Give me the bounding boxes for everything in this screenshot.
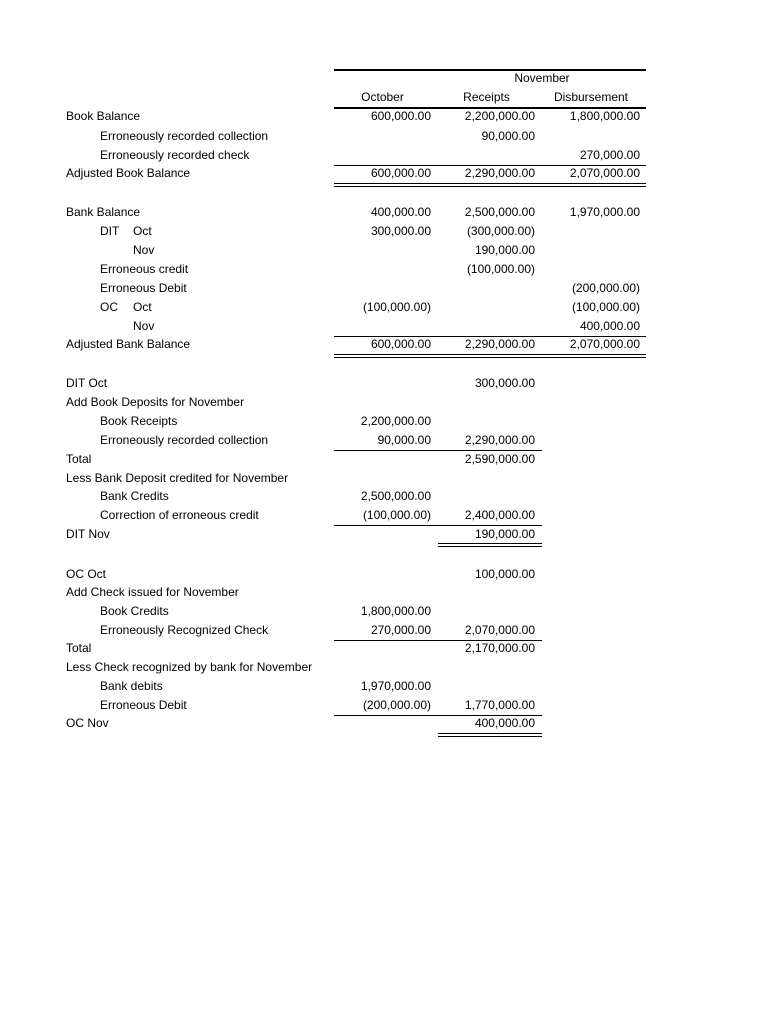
row-sublabel: Nov: [133, 243, 155, 257]
row-label: Erroneous credit: [100, 262, 189, 276]
row-label: Total: [66, 452, 92, 466]
disbursement-value: 2,070,000.00: [569, 166, 640, 180]
oc-add-check-row: [0, 583, 768, 602]
header-row-november: [0, 69, 768, 88]
adjusted-bank-balance-row: [0, 335, 768, 354]
dit-total-row: [0, 450, 768, 469]
row-label: DIT Oct: [66, 376, 108, 390]
october-value: 90,000.00: [377, 433, 431, 447]
disbursement-value: (200,000.00): [571, 281, 640, 295]
row-label: OC: [100, 300, 118, 314]
october-value: 300,000.00: [370, 224, 431, 238]
oc-book-credits-row: [0, 602, 768, 621]
dit-book-receipts-row: [0, 412, 768, 431]
october-value: 270,000.00: [370, 623, 431, 637]
receipts-value: 2,200,000.00: [464, 109, 535, 123]
bank-adjusted-double-rule-1: [334, 354, 646, 355]
bank-adjusted-double-rule-2: [334, 357, 646, 358]
october-value: 1,970,000.00: [360, 679, 431, 693]
oc-oct-row: [0, 565, 768, 584]
row-sublabel: Oct: [133, 224, 152, 238]
row-sublabel: Oct: [133, 300, 152, 314]
row-label: Erroneously recorded check: [100, 148, 250, 162]
row-label: Erroneously recorded collection: [100, 129, 269, 143]
receipts-value: 400,000.00: [474, 716, 535, 730]
book-balance-row: [0, 107, 768, 126]
row-label: Book Credits: [100, 604, 169, 618]
oc-err-debit-row: [0, 696, 768, 715]
receipts-value: (300,000.00): [466, 224, 535, 238]
row-label: Book Balance: [66, 109, 141, 123]
receipts-value: 2,400,000.00: [464, 508, 535, 522]
header-receipts: Receipts: [463, 90, 510, 104]
disbursement-value: 270,000.00: [579, 148, 640, 162]
row-label: Adjusted Book Balance: [66, 166, 191, 180]
row-label: Add Check issued for November: [66, 585, 239, 599]
header-row-columns: [0, 88, 768, 107]
dit-less-bank-row: [0, 469, 768, 488]
bank-oc-nov-row: [0, 317, 768, 336]
row-label: Erroneous Debit: [100, 698, 187, 712]
receipts-value: 100,000.00: [474, 567, 535, 581]
october-value: (200,000.00): [362, 698, 431, 712]
bank-dit-oct-row: [0, 222, 768, 241]
row-label: Book Receipts: [100, 414, 178, 428]
october-value: 1,800,000.00: [360, 604, 431, 618]
header-october: October: [361, 90, 404, 104]
disbursement-value: 1,800,000.00: [569, 109, 640, 123]
row-label: Less Check recognized by bank for November: [66, 660, 313, 674]
october-value: (100,000.00): [362, 508, 431, 522]
disbursement-value: 1,970,000.00: [569, 205, 640, 219]
book-err-collection-row: [0, 127, 768, 146]
receipts-value: 2,290,000.00: [464, 433, 535, 447]
dit-oct-row: [0, 374, 768, 393]
dit-correction-row: [0, 506, 768, 525]
disbursement-value: (100,000.00): [571, 300, 640, 314]
row-label: Correction of erroneous credit: [100, 508, 259, 522]
october-value: 2,200,000.00: [360, 414, 431, 428]
dit-err-collection-row: [0, 431, 768, 450]
row-label: Erroneous Debit: [100, 281, 187, 295]
adjusted-book-balance-row: [0, 164, 768, 183]
dit-nov-row: [0, 525, 768, 544]
oc-bank-debits-row: [0, 677, 768, 696]
bank-balance-row: [0, 203, 768, 222]
receipts-value: 2,170,000.00: [464, 641, 535, 655]
bank-dit-nov-row: [0, 241, 768, 260]
row-label: DIT: [100, 224, 120, 238]
october-value: 400,000.00: [370, 205, 431, 219]
receipts-value: 2,290,000.00: [464, 166, 535, 180]
receipts-value: 300,000.00: [474, 376, 535, 390]
row-label: Total: [66, 641, 92, 655]
dit-bank-credits-row: [0, 487, 768, 506]
receipts-value: 2,500,000.00: [464, 205, 535, 219]
disbursement-value: 2,070,000.00: [569, 337, 640, 351]
bank-oc-oct-row: [0, 298, 768, 317]
row-label: Add Book Deposits for November: [66, 395, 245, 409]
row-label: Erroneously Recognized Check: [100, 623, 269, 637]
row-sublabel: Nov: [133, 319, 155, 333]
dit-nov-double-rule-2: [438, 546, 542, 547]
receipts-value: 190,000.00: [474, 243, 535, 257]
receipts-value: (100,000.00): [466, 262, 535, 276]
bank-err-debit-row: [0, 279, 768, 298]
receipts-value: 2,290,000.00: [464, 337, 535, 351]
row-label: Less Bank Deposit credited for November: [66, 471, 289, 485]
header-disbursement: Disbursement: [553, 90, 629, 104]
oc-nov-row: [0, 714, 768, 733]
row-label: Bank Balance: [66, 205, 141, 219]
row-label: DIT Nov: [66, 527, 110, 541]
october-value: 600,000.00: [370, 109, 431, 123]
oc-total-row: [0, 639, 768, 658]
book-adjusted-double-rule-2: [334, 186, 646, 187]
receipts-value: 90,000.00: [481, 129, 535, 143]
october-value: (100,000.00): [362, 300, 431, 314]
dit-add-book-row: [0, 393, 768, 412]
oc-less-check-row: [0, 658, 768, 677]
disbursement-value: 400,000.00: [579, 319, 640, 333]
october-value: 2,500,000.00: [360, 489, 431, 503]
oc-err-check-row: [0, 621, 768, 640]
bank-err-credit-row: [0, 260, 768, 279]
book-err-check-row: [0, 146, 768, 165]
dit-nov-double-rule-1: [438, 543, 542, 544]
row-label: Erroneously recorded collection: [100, 433, 269, 447]
october-value: 600,000.00: [370, 337, 431, 351]
row-label: OC Nov: [66, 716, 109, 730]
october-value: 600,000.00: [370, 166, 431, 180]
receipts-value: 1,770,000.00: [464, 698, 535, 712]
row-label: Bank debits: [100, 679, 163, 693]
receipts-value: 2,070,000.00: [464, 623, 535, 637]
header-november: November: [514, 71, 570, 85]
oc-nov-double-rule-2: [438, 736, 542, 737]
row-label: Bank Credits: [100, 489, 169, 503]
receipts-value: 2,590,000.00: [464, 452, 535, 466]
row-label: Adjusted Bank Balance: [66, 337, 191, 351]
oc-nov-double-rule-1: [438, 733, 542, 734]
row-label: OC Oct: [66, 567, 107, 581]
book-adjusted-double-rule-1: [334, 183, 646, 184]
receipts-value: 190,000.00: [474, 527, 535, 541]
